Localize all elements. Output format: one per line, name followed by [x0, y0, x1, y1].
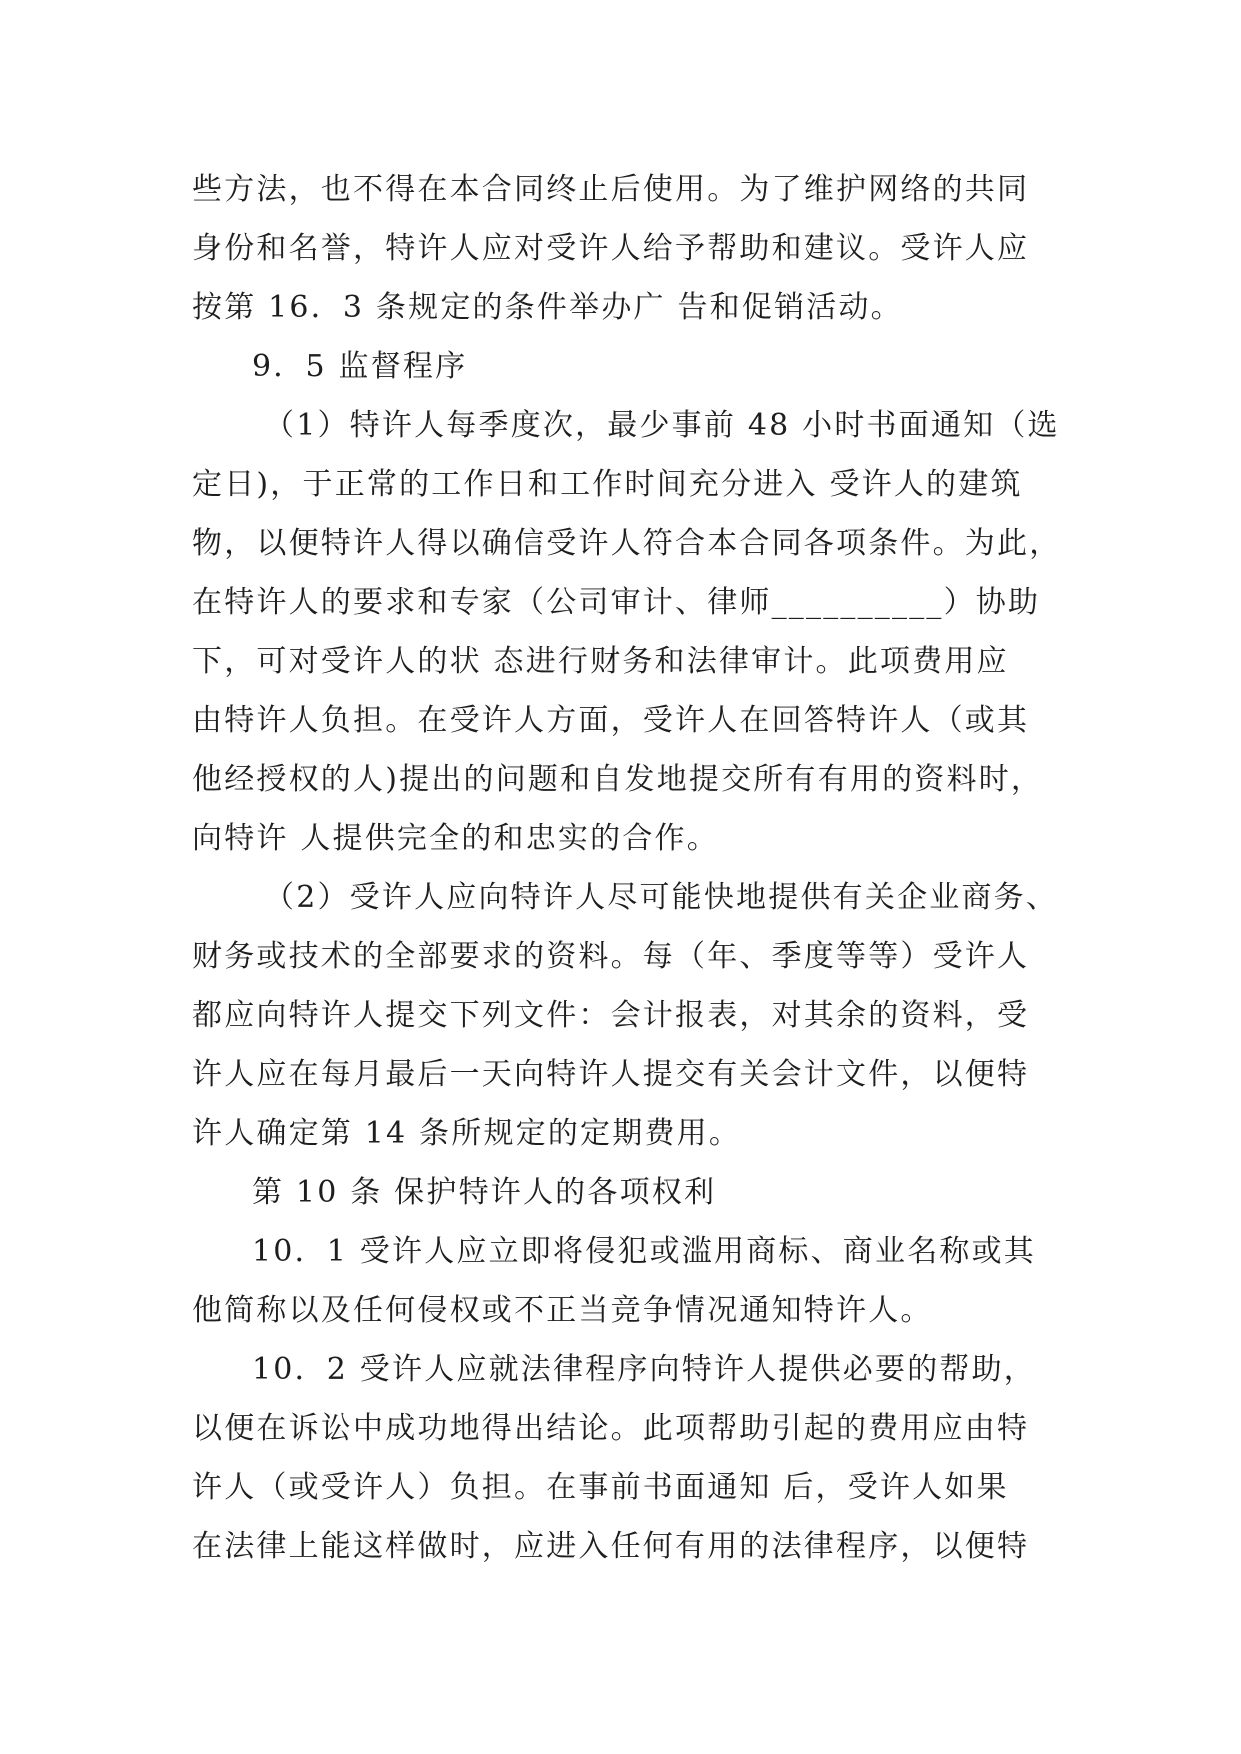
text-line: 定日)，于正常的工作日和工作时间充分进入 受许人的建筑 — [192, 467, 1023, 502]
text-line: 他经授权的人)提出的问题和自发地提交所有有用的资料时， — [192, 762, 1044, 797]
document-body — [192, 160, 1062, 1576]
text-line: 些方法，也不得在本合同终止后使用。为了维护网络的共同 — [192, 172, 1030, 207]
text-line: 他简称以及任何侵权或不正当竞争情况通知特许人。 — [192, 1293, 933, 1328]
text-line: 下，可对受许人的状 态进行财务和法律审计。此项费用应 — [192, 644, 1009, 679]
text-line: 按第 16．3 条规定的条件举办广 告和促销活动。 — [192, 290, 903, 325]
article-heading: 第 10 条 保护特许人的各项权利 — [252, 1175, 717, 1210]
text-line: 由特许人负担。在受许人方面，受许人在回答特许人（或其 — [192, 703, 1030, 738]
text-line: 许人应在每月最后一天向特许人提交有关会计文件，以便特 — [192, 1057, 1030, 1092]
text-line: 财务或技术的全部要求的资料。每（年、季度等等）受许人 — [192, 939, 1030, 974]
text-line: 10．2 受许人应就法律程序向特许人提供必要的帮助， — [252, 1352, 1036, 1387]
text-line: 身份和名誉，特许人应对受许人给予帮助和建议。受许人应 — [192, 231, 1030, 266]
text-line: 物，以便特许人得以确信受许人符合本合同各项条件。为此， — [192, 526, 1062, 561]
text-line: （2）受许人应向特许人尽可能快地提供有关企业商务、 — [264, 880, 1059, 915]
text-line: 向特许 人提供完全的和忠实的合作。 — [192, 821, 719, 856]
text-line: 许人确定第 14 条所规定的定期费用。 — [192, 1116, 742, 1151]
section-heading: 9．5 监督程序 — [252, 349, 468, 384]
text-line: 10．1 受许人应立即将侵犯或滥用商标、商业名称或其 — [252, 1234, 1036, 1269]
text-line: 在特许人的要求和专家（公司审计、律师__________）协助 — [192, 585, 1041, 620]
text-line: 许人（或受许人）负担。在事前书面通知 后，受许人如果 — [192, 1470, 1009, 1505]
text-line: 都应向特许人提交下列文件：会计报表，对其余的资料，受 — [192, 998, 1030, 1033]
text-line: 以便在诉讼中成功地得出结论。此项帮助引起的费用应由特 — [192, 1411, 1030, 1446]
text-line: 在法律上能这样做时，应进入任何有用的法律程序，以便特 — [192, 1529, 1030, 1564]
text-line: （1）特许人每季度次，最少事前 48 小时书面通知（选 — [264, 408, 1060, 443]
